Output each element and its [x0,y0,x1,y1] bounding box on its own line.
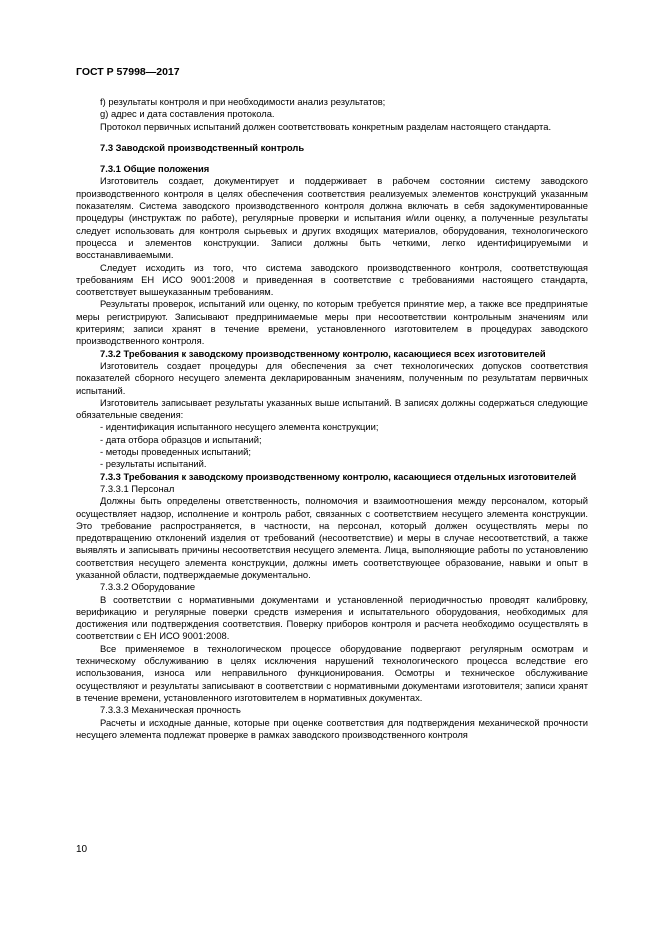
paragraph: В соответствии с нормативными документами и установленной периодичностью проводят калибровку, верификацию и регулярные поверки средств измерения и испытательного оборудования, необходимых для достижения или подтверждения соответствия. Поверку приборов контроля и расчета необходимо осуществлять в соответствии с ЕН ИСО 9001:2008. [76,593,588,642]
subsection-heading: 7.3.2 Требования к заводскому производственному контролю, касающиеся всех изготовителей [100,347,546,359]
paragraph: Следует исходить из того, что система заводского производственного контроля, соответствующая требованиям ЕН ИСО 9001:2008 и приведенная в соответствие с требованиями настоящего стандарта, соответствует вышеуказанным требованиям. [76,261,588,298]
paragraph: g) адрес и дата составления протокола. [100,108,275,120]
subsection-heading: 7.3.1 Общие положения [100,163,210,175]
paragraph: Все применяемое в технологическом процессе оборудование подвергают регулярным осмотрам и техническому обслуживанию в целях исключения нарушений технологического процесса вследствие его использования, износа или неправильного функционирования. Осмотры и техническое обслуживание осуществляют и результаты записывают в соответствии с нормативными документами изготовителя; записи хранят в течение времени, установленного изготовителем в нормативных документах. [76,642,588,703]
section-heading: 7.3 Заводской производственный контроль [100,141,305,153]
paragraph: Протокол первичных испытаний должен соответствовать конкретным разделам настоящего стандарта. [100,120,552,132]
clause-heading: 7.3.3.1 Персонал [100,482,175,494]
paragraph: Результаты проверок, испытаний или оценку, по которым требуется принятие мер, а также все предпринятые меры регистрируют. Записывают предпринимаемые меры при несоответствии контрольным значениям или критериям; записи хранят в течение времени, установленного изготовителем в процедурах заводского производственного контроля. [76,298,588,347]
page-number: 10 [76,844,88,855]
list-item: - идентификация испытанного несущего элемента конструкции; [100,421,379,433]
paragraph: Изготовитель создает процедуры для обеспечения за счет технологических допусков соответствия показателей сборного несущего элемента декларированным значениям, полученным по результатам первичных испытаний. [76,359,588,396]
list-item: - методы проведенных испытаний; [100,446,251,458]
paragraph: Расчеты и исходные данные, которые при оценке соответствия для подтверждения механической прочности несущего элемента подлежат проверке в рамках заводского производственного контроля [76,716,588,740]
list-item: - дата отбора образцов и испытаний; [100,433,262,445]
clause-heading: 7.3.3.3 Механическая прочность [100,704,241,716]
paragraph: Изготовитель создает, документирует и поддерживает в рабочем состоянии систему заводского производственного контроля в целях обеспечения соответствия реализуемых элементов конструкций указанным показателям. Система заводского производственного контроля должна включать в себя задокументированные процедуры (инструктаж по работе), регулярные проверки и испытания и/или оценку, а полученные результаты следует использовать для контроля сырьевых и других входящих материалов, оборудования, технологического процесса и элементов конструкции. Записи должны быть четкими, легко идентифицируемыми и восстанавливаемыми. [76,175,588,261]
paragraph: Изготовитель записывает результаты указанных выше испытаний. В записях должны содержаться следующие обязательные сведения: [76,396,588,421]
clause-heading: 7.3.3.2 Оборудование [100,581,196,593]
document-header: ГОСТ Р 57998—2017 [76,66,180,78]
document-body [76,96,588,741]
list-item: - результаты испытаний. [100,458,207,470]
paragraph: Должны быть определены ответственность, полномочия и взаимоотношения между персоналом, который осуществляет надзор, исполнение и контроль работ, связанных с соответствием несущего элемента конструкции. Это требование распространяется, в частности, на персонал, который должен осуществлять меры по предотвращению отклонений изделия от требований (несоответствие) и меры в случае несоответствий, а также выявлять и записывать причины несоответствия несущего элемента. Лица, выполняющие работы по установлению соответствия несущего элемента конструкции, должны иметь соответствующее образование, навыки и опыт в указанной области, подтверждаемые документально. [76,495,588,580]
subsection-heading: 7.3.3 Требования к заводскому производственному контролю, касающиеся отдельных изготовителей [100,470,577,482]
paragraph: f) результаты контроля и при необходимости анализ результатов; [100,96,386,107]
